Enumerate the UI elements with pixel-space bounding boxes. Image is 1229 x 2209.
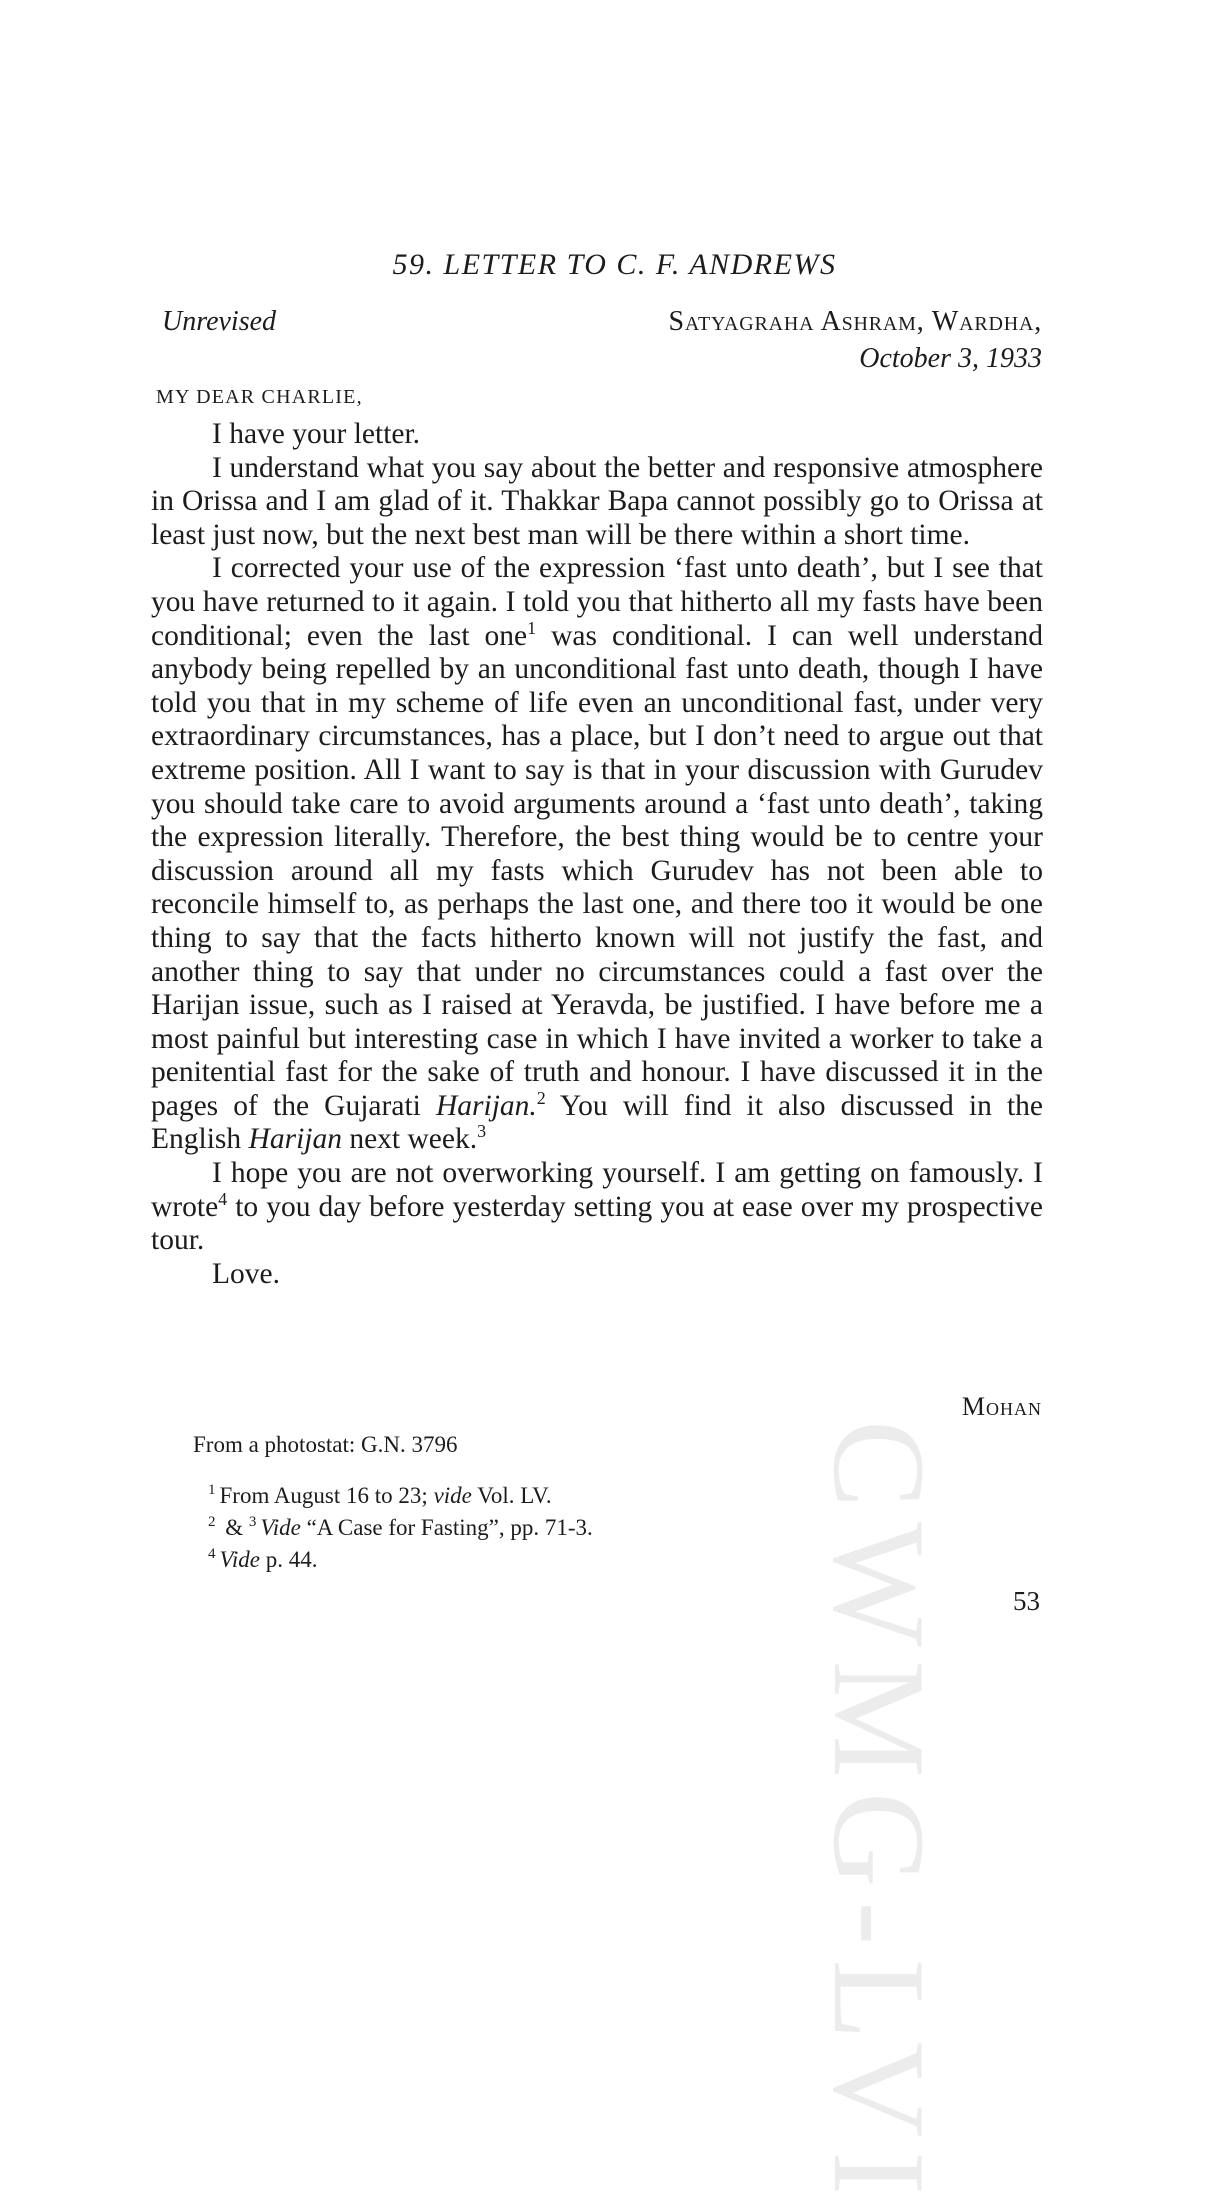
paragraph-2: I understand what you say about the better and responsive atmosphere in Orissa and I am glad of it. Thakkar Bapa cannot possibly go to Orissa at least just now, but the next best man will be there within a short time. bbox=[151, 451, 1043, 551]
footnote-ref-2: 2 bbox=[536, 1088, 546, 1109]
footnote-4-text-c: p. 44. bbox=[259, 1547, 318, 1572]
harijan-italic-1: Harijan. bbox=[435, 1089, 537, 1122]
footnote-3-mark: 3 bbox=[248, 1514, 257, 1531]
paragraph-1: I have your letter. bbox=[212, 418, 421, 450]
footnote-ref-3: 3 bbox=[477, 1121, 487, 1142]
footnotes bbox=[208, 1480, 593, 1576]
page-number: 53 bbox=[1013, 1586, 1040, 1616]
paragraph-4-text-a: I hope you are not overworking yourself. I am getting on famously. I wrote bbox=[151, 1157, 1043, 1223]
letter-title: 59. LETTER TO C. F. ANDREWS bbox=[392, 248, 837, 281]
footnote-4-vide: Vide bbox=[219, 1547, 260, 1572]
footnote-1-text-a: From August 16 to 23; bbox=[219, 1483, 434, 1508]
footnote-2 bbox=[208, 1512, 593, 1544]
unrevised-label: Unrevised bbox=[162, 306, 277, 337]
footnote-ref-1: 1 bbox=[527, 617, 537, 638]
signature: Mohan bbox=[961, 1392, 1042, 1421]
paragraph-4-text-b: to you day before yesterday setting you at ease over my prospective tour. bbox=[151, 1190, 1043, 1257]
paragraph-3 bbox=[151, 552, 1043, 1157]
footnote-1 bbox=[208, 1480, 593, 1512]
footnote-4-mark: 4 bbox=[208, 1546, 216, 1563]
footnote-4 bbox=[208, 1544, 593, 1576]
paragraph-5: Love. bbox=[212, 1257, 280, 1290]
footnote-1-mark: 1 bbox=[208, 1482, 216, 1499]
salutation: MY DEAR CHARLIE, bbox=[156, 386, 363, 408]
footnote-ref-4: 4 bbox=[218, 1188, 228, 1209]
footnote-1-text-c: Vol. LV. bbox=[471, 1483, 552, 1508]
paragraph-3-text-f: next week. bbox=[341, 1123, 478, 1156]
letter-date: October 3, 1933 bbox=[859, 343, 1042, 374]
footnote-2-ampersand: & bbox=[219, 1515, 249, 1540]
watermark: CWMG-LVI bbox=[806, 1420, 953, 2209]
paragraph-3-text-a: I corrected your use of the expression ‘fast unto death’, but I see that you have returned to it again. I told you that hitherto all my fasts have been conditional; even the last one bbox=[151, 552, 1043, 652]
footnote-2-mark: 2 bbox=[208, 1514, 216, 1531]
paragraph-4 bbox=[151, 1157, 1043, 1258]
paragraph-3-text-d: You will find it also discussed in the English bbox=[151, 1089, 1044, 1156]
footnote-1-vide: vide bbox=[433, 1483, 472, 1508]
paragraph-3-text-b: was conditional. I can well understand anybody being repelled by an unconditional fast unto death, though I have told you that in my scheme of life even an unconditional fast, under very extraordinary circumstances, has a place, but I don’t need to argue out that extreme position. All I want to say is that in your discussion with Gurudev you should take care to avoid arguments around a ‘fast unto death’, taking the expression literally. Therefore, the best thing would be to centre your discussion around all my fasts which Gurudev has not been able to reconcile himself to, as perhaps the last one, and there too it would be one thing to say that the facts hitherto known will not justify the fast, and another thing to say that under no circumstances could a fast over the Harijan issue, such as I raised at Yeravda, be justified. I have before me a most painful but interesting case in which I have invited a worker to take a penitential fast for the sake of truth and honour. I have discussed it in the pages of the Gujarati bbox=[151, 619, 1043, 1122]
harijan-italic-2: Harijan bbox=[248, 1123, 342, 1156]
letter-body bbox=[151, 418, 1043, 1291]
source-note: From a photostat: G.N. 3796 bbox=[193, 1432, 458, 1457]
footnote-2-text-c: “A Case for Fasting”, pp. 71-3. bbox=[300, 1515, 593, 1540]
letter-place: Satyagraha Ashram, Wardha, bbox=[668, 306, 1042, 337]
footnote-2-vide: Vide bbox=[260, 1515, 301, 1540]
